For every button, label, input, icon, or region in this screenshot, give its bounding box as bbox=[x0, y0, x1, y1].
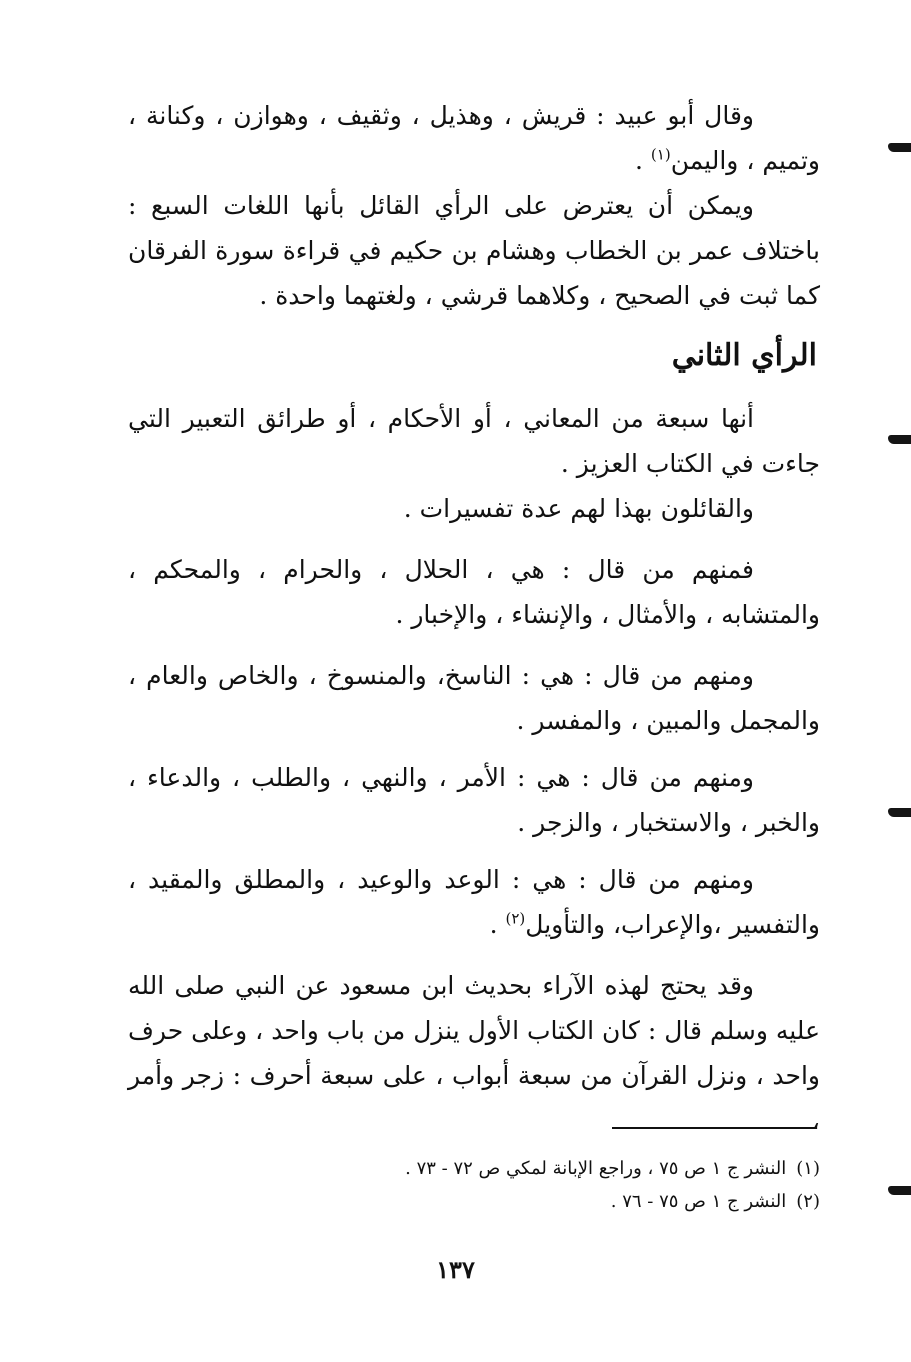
paragraph-hadith: وقد يحتج لهذه الآراء بحديث ابن مسعود عن النبي صلى الله عليه وسلم قال : كان الكتاب الأول ينزل من باب واحد ، وعلى حرف واحد ، ونزل القرآن من سبعة أبواب ، على سبعة أحرف : زجر وأمر ، bbox=[128, 971, 820, 1135]
hadith-block bbox=[128, 963, 820, 1143]
paragraph-opinion-waad-end: . bbox=[489, 910, 506, 939]
paragraph-opinion-waad bbox=[128, 857, 820, 947]
paragraph-objection: ويمكن أن يعترض على الرأي القائل بأنها اللغات السبع : باختلاف عمر بن الخطاب وهشام بن حكيم في قراءة سورة الفرقان كما ثبت في الصحيح ، وكلاهما قرشي ، ولغتهما واحدة . bbox=[128, 191, 820, 310]
footnote-text-2: النشر ج ١ ص ٧٥ - ٧٦ . bbox=[610, 1191, 787, 1212]
paragraph-tribes-text: وقال أبو عبيد : قريش ، وهذيل ، وثقيف ، وهوازن ، وكنانة ، وتميم ، واليمن bbox=[128, 101, 820, 175]
paragraph-opinion-halal: فمنهم من قال : هي ، الحلال ، والحرام ، والمحكم ، والمتشابه ، والأمثال ، والإنشاء ، والإخبار . bbox=[128, 555, 820, 629]
opinion-nasikh-block bbox=[128, 653, 820, 743]
footnote-ref-1[interactable]: (١) bbox=[650, 145, 671, 164]
opinion-waad-block bbox=[128, 857, 820, 947]
paragraph-tribes-end: . bbox=[635, 146, 651, 175]
footnote-2 bbox=[200, 1185, 820, 1218]
paragraph-opinion-nasikh: ومنهم من قال : هي : الناسخ، والمنسوخ ، والخاص والعام ، والمجمل والمبين ، والمفسر . bbox=[128, 661, 820, 735]
page-number: ١٣٧ bbox=[436, 1255, 475, 1284]
footnote-text-1: النشر ج ١ ص ٧٥ ، وراجع الإبانة لمكي ص ٧٢ - ٧٣ . bbox=[405, 1158, 787, 1179]
scan-edge-mark bbox=[888, 143, 911, 152]
section-two-intro bbox=[128, 396, 820, 531]
opinion-halal-block bbox=[128, 547, 820, 637]
opening-section bbox=[128, 93, 820, 318]
scan-edge-mark bbox=[888, 435, 911, 444]
paragraph-definition: أنها سبعة من المعاني ، أو الأحكام ، أو طرائق التعبير التي جاءت في الكتاب العزيز . bbox=[128, 404, 820, 478]
footnote-number-2: (٢) bbox=[796, 1191, 820, 1212]
footnotes bbox=[200, 1152, 820, 1218]
section-heading: الرأي الثاني bbox=[671, 338, 817, 373]
paragraph-opinion-waad-text: ومنهم من قال : هي : الوعد والوعيد ، والمطلق والمقيد ، والتفسير ،والإعراب، والتأويل bbox=[128, 865, 820, 939]
scan-edge-mark bbox=[888, 1186, 911, 1195]
scan-edge-mark bbox=[888, 808, 911, 817]
paragraph-opinion-amr: ومنهم من قال : هي : الأمر ، والنهي ، والطلب ، والدعاء ، والخبر ، والاستخبار ، والزجر . bbox=[128, 763, 820, 837]
footnote-divider bbox=[612, 1127, 816, 1129]
footnote-ref-2[interactable]: (٢) bbox=[505, 909, 526, 928]
footnote-number-1: (١) bbox=[796, 1158, 820, 1179]
opinion-amr-block bbox=[128, 755, 820, 845]
footnote-1 bbox=[200, 1152, 820, 1185]
paragraph-interpretations: والقائلون بهذا لهم عدة تفسيرات . bbox=[403, 494, 754, 523]
paragraph-tribes bbox=[128, 93, 820, 183]
